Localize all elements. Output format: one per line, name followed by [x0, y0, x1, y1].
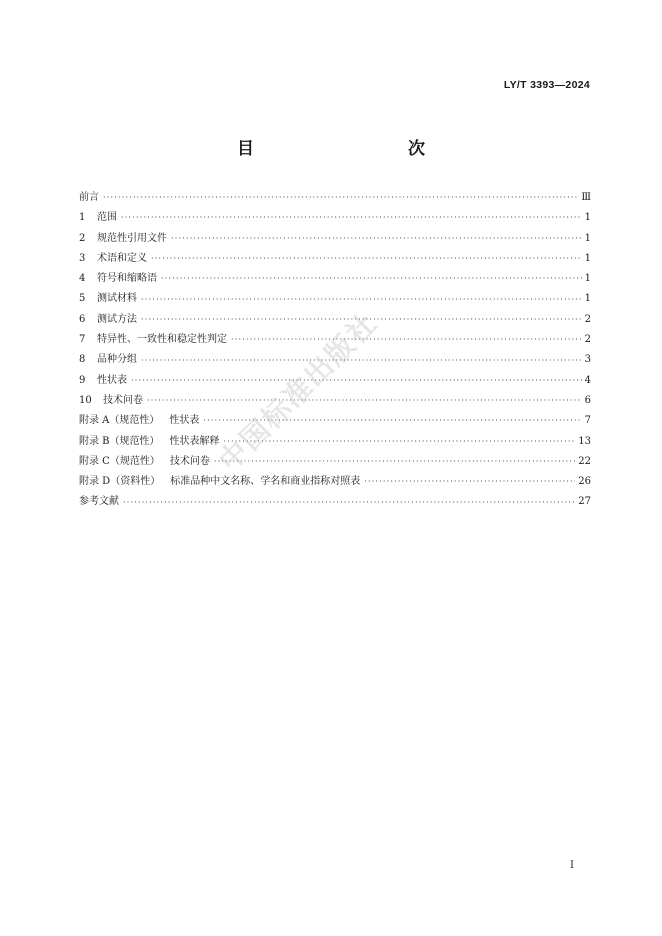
- page-number: I: [570, 860, 574, 871]
- toc-entry-page: 1: [584, 293, 591, 305]
- standard-code: LY/T 3393—2024: [503, 79, 590, 91]
- toc-entry-page: 13: [578, 435, 591, 447]
- toc-entry-page: 1: [584, 212, 591, 224]
- toc-leader-dots: [203, 416, 581, 426]
- toc-entry-page: Ⅲ: [581, 192, 591, 203]
- toc-entry-page: 6: [584, 394, 591, 406]
- toc-entry-number: 4: [79, 273, 86, 285]
- toc-entry-page: 1: [584, 232, 591, 244]
- toc-leader-dots: [224, 437, 576, 447]
- toc-entry-page: 2: [584, 334, 591, 346]
- toc-entry-number: 2: [79, 232, 86, 244]
- toc-entry-page: 3: [584, 354, 591, 366]
- toc-entry-page: 27: [578, 496, 591, 508]
- toc-entry[interactable]: [79, 310, 591, 330]
- toc-entry-label: 特异性、一致性和稳定性判定: [97, 334, 227, 346]
- toc-entry-number: 附录 B（规范性）: [79, 435, 160, 447]
- toc-entry-number: 附录 C（规范性）: [79, 455, 160, 467]
- toc-entry-number: 10: [79, 394, 92, 406]
- toc-leader-dots: [171, 234, 582, 244]
- toc-entry-number: 7: [79, 334, 86, 346]
- toc-entry[interactable]: [79, 229, 591, 249]
- toc-entry-page: 22: [578, 455, 591, 467]
- toc-entry[interactable]: [79, 472, 591, 492]
- toc-leader-dots: [103, 193, 578, 203]
- watermark: 中国标准出版社: [212, 305, 385, 478]
- toc-entry[interactable]: [79, 432, 591, 452]
- toc-entry-page: 1: [584, 252, 591, 264]
- toc-entry-label: 前言: [79, 192, 99, 203]
- toc-entry[interactable]: [79, 371, 591, 391]
- toc-entry-number: 5: [79, 293, 86, 305]
- toc-entry-number: 3: [79, 252, 86, 264]
- toc-entry-page: 7: [584, 415, 591, 427]
- toc-entry-number: 9: [79, 374, 86, 386]
- toc-entry-label: 技术问卷: [103, 394, 143, 406]
- toc-entry-label: 品种分组: [97, 354, 137, 366]
- toc-entry[interactable]: [79, 269, 591, 289]
- toc-entry-label: 参考文献: [79, 496, 119, 508]
- toc-entry[interactable]: [79, 188, 591, 208]
- toc-leader-dots: [364, 477, 575, 487]
- toc-entry-label: 符号和缩略语: [97, 273, 157, 285]
- toc-leader-dots: [141, 356, 582, 366]
- toc-entry-page: 2: [584, 313, 591, 325]
- toc-entry-label: 测试方法: [97, 313, 137, 325]
- toc-entry[interactable]: [79, 249, 591, 269]
- toc-leader-dots: [161, 274, 582, 284]
- toc-leader-dots: [214, 457, 575, 467]
- toc-entry[interactable]: [79, 330, 591, 350]
- toc-entry-number: 附录 A（规范性）: [79, 415, 160, 427]
- toc-entry[interactable]: [79, 411, 591, 431]
- toc-leader-dots: [131, 376, 582, 386]
- toc-entry-label: 范围: [97, 212, 117, 224]
- toc-entry-label: 规范性引用文件: [97, 232, 167, 244]
- toc-entry-label: 性状表: [169, 415, 200, 427]
- toc-entry-label: 性状表解释: [169, 435, 220, 447]
- table-of-contents: [79, 188, 591, 513]
- toc-entry-label: 术语和定义: [97, 252, 147, 264]
- toc-leader-dots: [141, 315, 582, 325]
- toc-entry[interactable]: [79, 391, 591, 411]
- page-title: 目 次: [237, 139, 465, 159]
- toc-entry-page: 1: [584, 273, 591, 285]
- toc-entry[interactable]: [79, 289, 591, 309]
- toc-entry[interactable]: [79, 350, 591, 370]
- toc-entry[interactable]: [79, 492, 591, 512]
- toc-entry[interactable]: [79, 208, 591, 228]
- toc-entry-page: 4: [584, 374, 591, 386]
- toc-leader-dots: [151, 254, 582, 264]
- toc-leader-dots: [147, 396, 582, 406]
- toc-entry-page: 26: [578, 476, 591, 488]
- toc-leader-dots: [231, 335, 582, 345]
- toc-entry-label: 测试材料: [97, 293, 137, 305]
- toc-entry-label: 技术问卷: [169, 455, 210, 467]
- toc-entry-number: 1: [79, 212, 86, 224]
- toc-entry-label: 标准品种中文名称、学名和商业指称对照表: [170, 476, 361, 488]
- toc-entry-label: 性状表: [97, 374, 127, 386]
- toc-entry-number: 附录 D（资料性）: [79, 476, 161, 488]
- toc-entry[interactable]: [79, 452, 591, 472]
- toc-entry-number: 6: [79, 313, 86, 325]
- toc-leader-dots: [141, 295, 582, 305]
- toc-entry-number: 8: [79, 354, 86, 366]
- toc-leader-dots: [123, 498, 575, 508]
- toc-leader-dots: [121, 213, 582, 223]
